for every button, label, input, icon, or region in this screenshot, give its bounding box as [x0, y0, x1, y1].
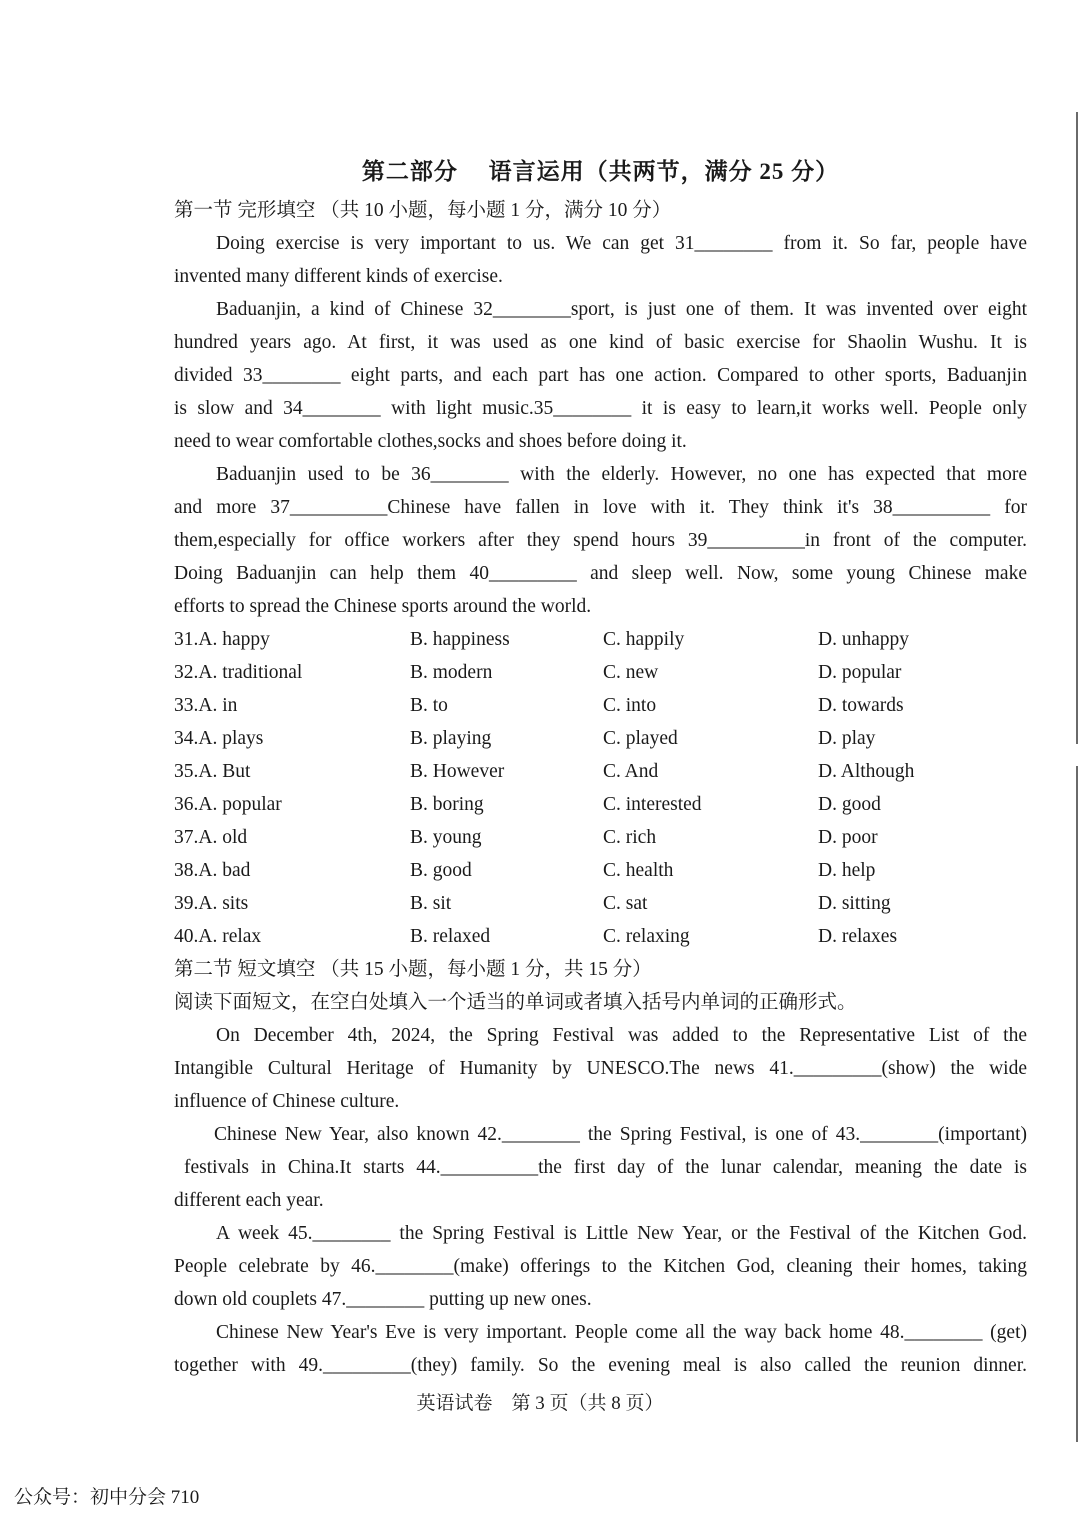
options-table [174, 623, 1027, 953]
passage-line: divided 33________ eight parts, and each part has one action. Compared to other sports, Baduanjin [174, 365, 1027, 386]
option-a: 37.A. old [174, 827, 248, 848]
option-c: C. into [603, 695, 657, 716]
option-b: B. good [410, 860, 472, 881]
option-b: B. relaxed [410, 926, 491, 947]
option-row [174, 722, 1027, 755]
passage-line: them,especially for office workers after they spend hours 39__________in front of the computer. [174, 530, 1027, 551]
option-row [174, 656, 1027, 689]
passage-line: Chinese New Year, also known 42.________ the Spring Festival, is one of 43.________(important) [214, 1124, 1027, 1145]
scan-edge-shadow [1076, 112, 1078, 744]
option-b: B. modern [410, 662, 493, 683]
passage-line: need to wear comfortable clothes,socks and shoes before doing it. [174, 431, 687, 452]
option-c: C. relaxing [603, 926, 690, 947]
option-d: D. poor [818, 827, 878, 848]
option-row [174, 821, 1027, 854]
option-b: B. playing [410, 728, 492, 749]
option-d: D. towards [818, 695, 904, 716]
watermark-caption: 公众号：初中分会 710 [14, 1487, 200, 1508]
section2-heading: 第二节 短文填空 （共 15 小题，每小题 1 分，共 15 分） [174, 959, 652, 980]
option-c: C. new [603, 662, 659, 683]
passage-line: hundred years ago. At first, it was used as one kind of basic exercise for Shaolin Wushu. It is [174, 332, 1027, 353]
part-title: 第二部分 语言运用（共两节，满分 25 分） [361, 159, 840, 184]
passage-line: festivals in China.It starts 44.__________the first day of the lunar calendar, meaning the date is [184, 1157, 1027, 1178]
passage-line: People celebrate by 46.________(make) offerings to the Kitchen God, cleaning their homes, taking [174, 1256, 1027, 1277]
option-d: D. popular [818, 662, 902, 683]
option-c: C. happily [603, 629, 685, 650]
passage-line: together with 49._________(they) family. So the evening meal is also called the reunion dinner. [174, 1355, 1027, 1376]
option-a: 39.A. sits [174, 893, 249, 914]
option-b: B. to [410, 695, 448, 716]
section2-instruction: 阅读下面短文，在空白处填入一个适当的单词或者填入括号内单词的正确形式。 [174, 992, 857, 1013]
passage-line: influence of Chinese culture. [174, 1091, 400, 1112]
option-c: C. rich [603, 827, 657, 848]
passage-line: Chinese New Year's Eve is very important. People come all the way back home 48.________ (get) [216, 1322, 1027, 1343]
option-d: D. good [818, 794, 881, 815]
option-row [174, 689, 1027, 722]
option-row [174, 623, 1027, 656]
option-a: 38.A. bad [174, 860, 251, 881]
option-d: D. play [818, 728, 876, 749]
page-footer: 英语试卷 第 3 页（共 8 页） [416, 1393, 664, 1414]
passage-line: Baduanjin used to be 36________ with the elderly. However, no one has expected that more [216, 464, 1027, 485]
exam-page [174, 150, 1027, 1382]
passage-line: Doing exercise is very important to us. We can get 31________ from it. So far, people have [216, 233, 1027, 254]
option-b: B. young [410, 827, 482, 848]
option-row [174, 887, 1027, 920]
passage-line: efforts to spread the Chinese sports around the world. [174, 596, 592, 617]
option-c: C. sat [603, 893, 648, 914]
option-a: 31.A. happy [174, 629, 270, 650]
option-d: D. relaxes [818, 926, 898, 947]
passage-line: invented many different kinds of exercise. [174, 266, 503, 287]
section1-heading: 第一节 完形填空 （共 10 小题，每小题 1 分，满分 10 分） [174, 200, 672, 221]
option-a: 36.A. popular [174, 794, 282, 815]
option-a: 33.A. in [174, 695, 238, 716]
option-b: B. happiness [410, 629, 510, 650]
scan-edge-shadow [1076, 766, 1078, 1442]
option-a: 34.A. plays [174, 728, 264, 749]
option-row [174, 788, 1027, 821]
passage-line: down old couplets 47.________ putting up new ones. [174, 1289, 592, 1310]
passage-line: and more 37__________Chinese have fallen in love with it. They think it's 38__________ for [174, 497, 1027, 518]
passage-line: Doing Baduanjin can help them 40_________ and sleep well. Now, some young Chinese make [174, 563, 1027, 584]
option-row [174, 920, 1027, 953]
option-row [174, 854, 1027, 887]
option-d: D. help [818, 860, 876, 881]
option-d: D. sitting [818, 893, 891, 914]
option-row [174, 755, 1027, 788]
option-a: 35.A. But [174, 761, 251, 782]
option-c: C. And [603, 761, 659, 782]
passage-line: is slow and 34________ with light music.35________ it is easy to learn,it works well. People only [174, 398, 1027, 419]
option-c: C. health [603, 860, 674, 881]
option-b: B. However [410, 761, 505, 782]
option-c: C. played [603, 728, 678, 749]
option-b: B. sit [410, 893, 452, 914]
option-b: B. boring [410, 794, 484, 815]
option-a: 32.A. traditional [174, 662, 303, 683]
option-d: D. Although [818, 761, 915, 782]
passage-line: A week 45.________ the Spring Festival is Little New Year, or the Festival of the Kitchen God. [216, 1223, 1027, 1244]
passage-line: On December 4th, 2024, the Spring Festival was added to the Representative List of the [216, 1025, 1027, 1046]
option-a: 40.A. relax [174, 926, 262, 947]
passage-line: Intangible Cultural Heritage of Humanity by UNESCO.The news 41._________(show) the wide [174, 1058, 1027, 1079]
passage-line: Baduanjin, a kind of Chinese 32________sport, is just one of them. It was invented over eight [216, 299, 1027, 320]
option-d: D. unhappy [818, 629, 909, 650]
option-c: C. interested [603, 794, 702, 815]
passage-line: different each year. [174, 1190, 324, 1211]
